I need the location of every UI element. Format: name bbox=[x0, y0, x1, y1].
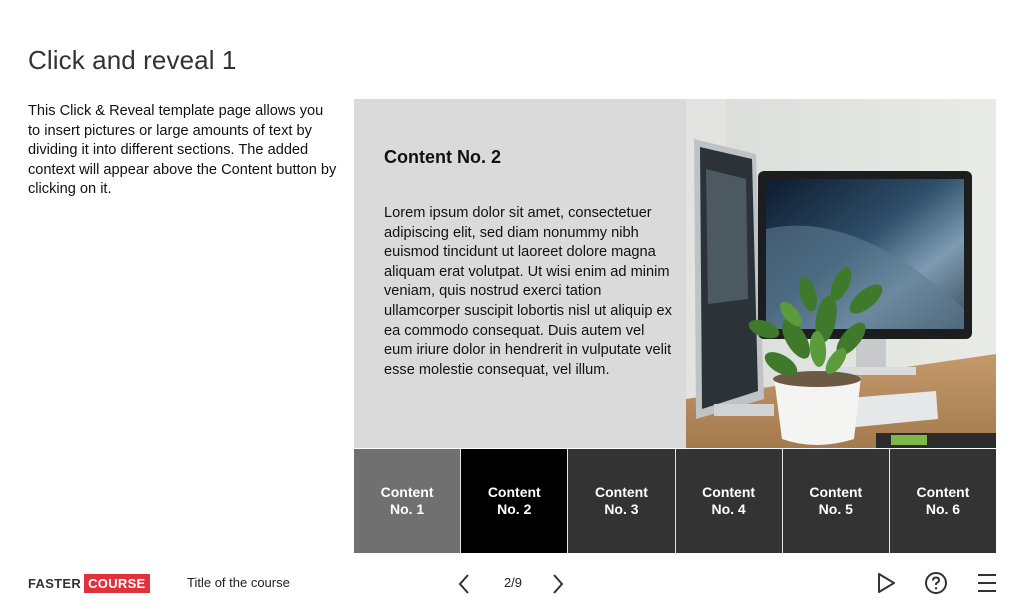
page-indicator: 2/9 bbox=[503, 575, 523, 590]
tab-label bbox=[917, 484, 970, 518]
tab-label bbox=[809, 484, 862, 518]
tab-label-line2: No. 2 bbox=[497, 501, 532, 517]
content-text-block bbox=[384, 147, 674, 380]
tab-content-2[interactable] bbox=[460, 449, 567, 553]
tab-label-line1: Content bbox=[809, 484, 863, 500]
tab-label-line2: No. 1 bbox=[389, 501, 425, 517]
tab-label-line2: No. 5 bbox=[818, 501, 853, 517]
content-body: Lorem ipsum dolor sit amet, consectetuer adipiscing elit, sed diam nonummy nibh euismod tincidunt ut laoreet dolore magna aliquam erat volutpat. Ut wisi enim ad minim veniam, quis nostrud exerci tation ullamcorper suscipit lobortis nisl ut aliquip ex ea commodo consequat. Duis autem vel eum iriure dolor in hendrerit in vulputate velit esse molestie consequat, vel illum. bbox=[384, 205, 672, 378]
tab-label-line1: Content bbox=[702, 484, 756, 500]
desk-computer-plant-image bbox=[686, 99, 996, 448]
tab-label bbox=[488, 484, 541, 518]
tab-label-line2: No. 6 bbox=[925, 501, 961, 517]
chevron-right-icon bbox=[548, 572, 568, 596]
logo-faster: FASTER bbox=[28, 576, 82, 591]
intro-text: This Click & Reveal template page allows you to insert pictures or large amounts of text by dividing it into different sections. The added context will appear above the Content button by clicking on it. bbox=[28, 103, 337, 198]
tab-label-line1: Content bbox=[594, 484, 648, 500]
tab-content-5[interactable] bbox=[782, 449, 889, 553]
tab-content-3[interactable] bbox=[567, 449, 674, 553]
page-title: Click and reveal 1 bbox=[28, 45, 237, 75]
tab-content-1[interactable] bbox=[354, 449, 460, 553]
faster-course-logo bbox=[28, 574, 150, 593]
tab-content-4[interactable] bbox=[675, 449, 782, 553]
tab-label-line2: No. 3 bbox=[604, 501, 639, 517]
chevron-left-icon bbox=[454, 572, 474, 596]
tab-label bbox=[595, 484, 648, 518]
logo-course: COURSE bbox=[84, 574, 149, 593]
content-heading: Content No. 2 bbox=[384, 147, 501, 167]
footer-bar bbox=[0, 560, 1024, 614]
help-circle-icon bbox=[924, 571, 948, 595]
reveal-content-panel bbox=[354, 99, 996, 448]
content-tabs bbox=[354, 449, 996, 553]
menu-button[interactable] bbox=[975, 571, 999, 595]
tab-label-line1: Content bbox=[916, 484, 970, 500]
previous-page-button[interactable] bbox=[454, 572, 474, 596]
tab-label-line2: No. 4 bbox=[711, 501, 746, 517]
tab-label bbox=[702, 484, 755, 518]
tab-label bbox=[381, 484, 434, 518]
tab-content-6[interactable] bbox=[889, 449, 996, 553]
next-page-button[interactable] bbox=[548, 572, 568, 596]
course-title: Title of the course bbox=[187, 575, 290, 590]
content-photo bbox=[686, 99, 996, 448]
hamburger-menu-icon bbox=[975, 571, 999, 595]
play-button[interactable] bbox=[874, 571, 898, 595]
help-button[interactable] bbox=[924, 571, 948, 595]
play-icon bbox=[874, 571, 898, 595]
tab-label-line1: Content bbox=[380, 484, 434, 500]
tab-label-line1: Content bbox=[487, 484, 541, 500]
